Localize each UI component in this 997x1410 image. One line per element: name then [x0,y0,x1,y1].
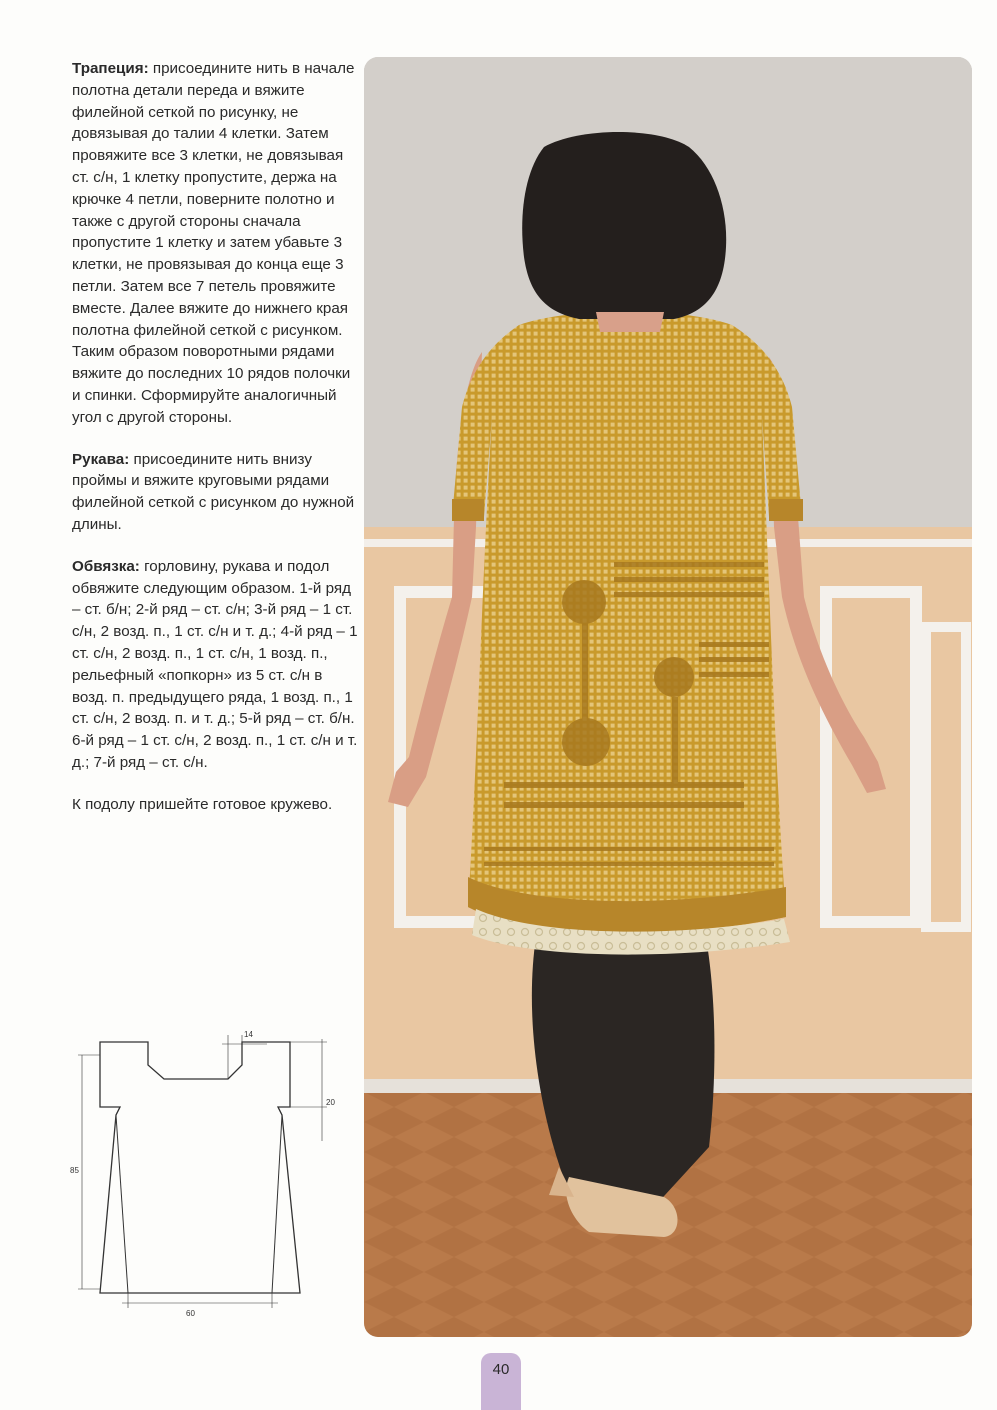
edging-paragraph [72,556,362,774]
sleeves-heading: Рукава: [72,450,130,468]
width-dimension-label: 60 [186,1309,195,1318]
pattern-schematic [62,1025,362,1325]
edging-heading: Обвязка: [72,557,140,575]
page-number-tab [481,1353,521,1410]
trapezia-text: присоедините нить в начале полотна детали переда и вяжите филейной сеткой по рисунку, не довязывая до талии 4 клетки. Затем провяжите все 3 клетки, не довязывая ст. с/н, 1 клетку пропустите, держа на крючке 4 петли, поверните полотно и также с другой стороны сначала пропустите 1 клетку и затем убавьте 3 клетки, не провязывая до конца еще 3 петли. Затем все 7 петель провяжите вместе. Далее вяжите до нижнего края полотна филейной сеткой с рисунком. Таким образом поворотными рядами вяжите до последних 10 рядов полочки и спинки. Сформируйте аналогичный угол с другой стороны. [72,60,355,426]
neck-dimension-label: 14 [244,1030,253,1039]
sleeve-dimension-label: 20 [326,1098,335,1107]
lace-text: К подолу пришейте готовое кружево. [72,795,333,813]
sleeves-text: присоедините нить внизу проймы и вяжите круговыми рядами филейной сеткой с рисунком до нужной длины. [72,450,355,533]
lace-paragraph [72,794,362,816]
trapezia-paragraph [72,58,362,429]
page-number: 40 [492,1361,510,1378]
trapezia-heading: Трапеция: [72,60,149,77]
edging-text: горловину, рукава и подол обвяжите следующим образом. 1-й ряд – ст. б/н; 2-й ряд – ст. с/н; 3-й ряд – 1 ст. с/н, 2 возд. п., 1 ст. с/н и т. д.; 4-й ряд – 1 ст. с/н, 2 возд. п., 1 ст. с/н, 1 возд. п., рельефный «попкорн» из 5 ст. с/н в возд. п. предыдущего ряда, 1 возд. п., 1 ст. с/н, 2 возд. п. и т. д.; 5-й ряд – ст. б/н. 6-й ряд – 1 ст. с/н, 2 возд. п., 1 ст. с/н и т. д.; 7-й ряд – ст. с/н. [72,557,358,771]
sleeves-paragraph [72,449,362,536]
length-dimension-label: 85 [70,1166,79,1175]
instructions-column [72,58,362,836]
garment-photo [364,57,972,1337]
